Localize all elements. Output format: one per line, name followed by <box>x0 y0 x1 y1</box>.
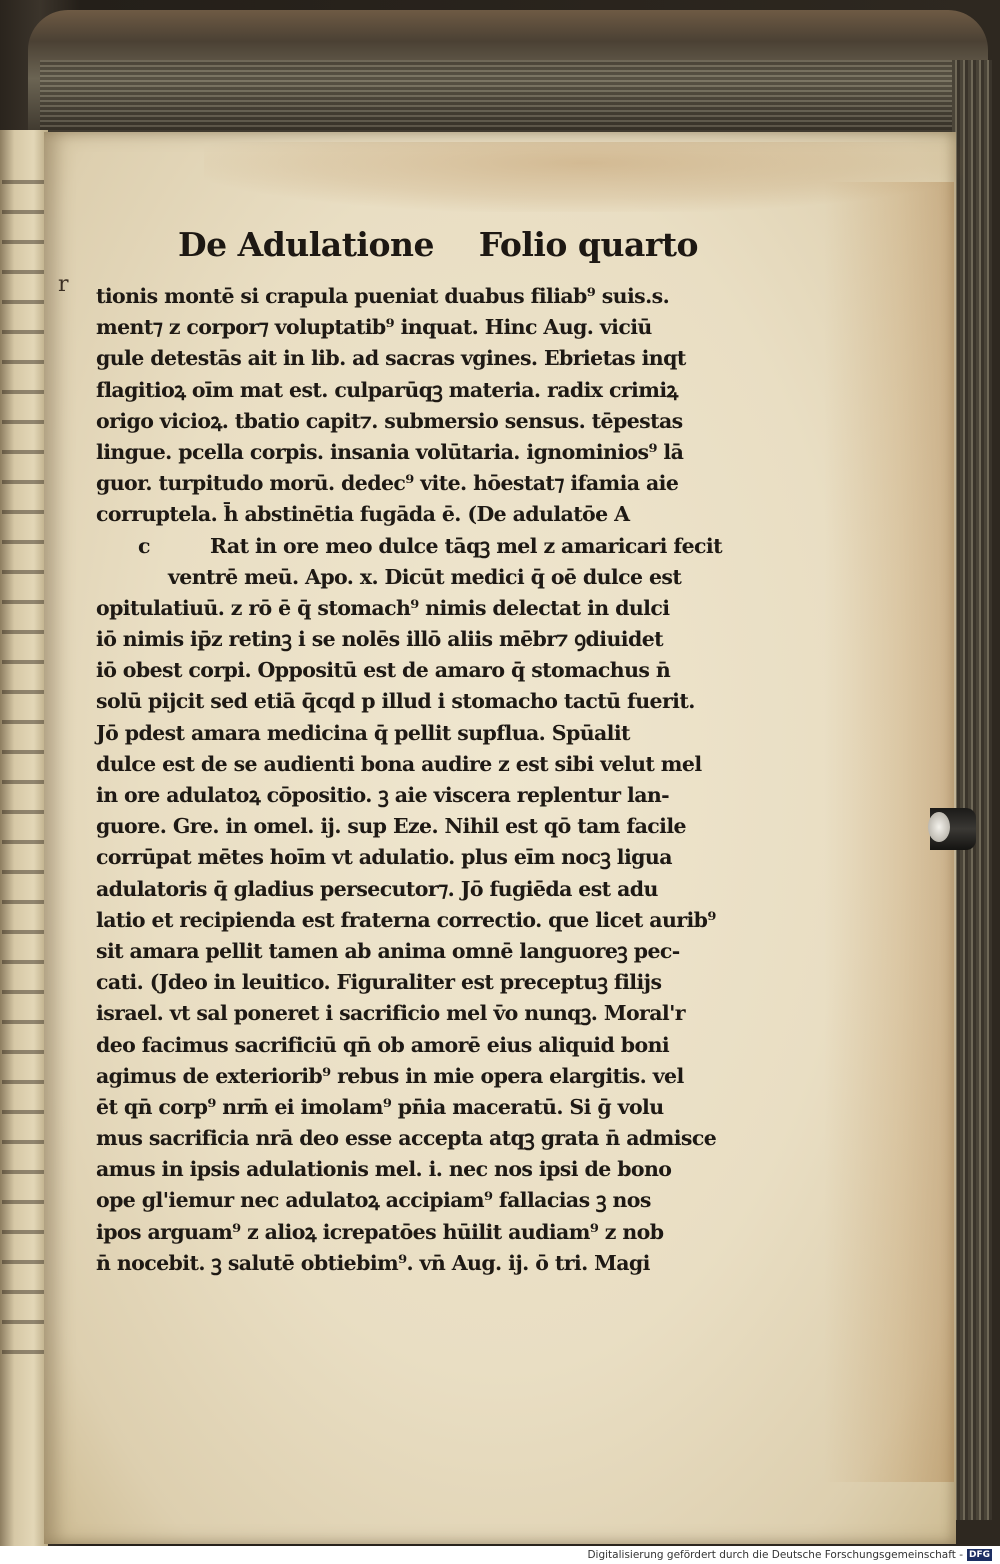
line-text: ēt qn̄ corp⁹ nrm̄ ei imolam⁹ pn̄ia maceratū. Si ḡ volu <box>96 1094 664 1119</box>
text-line <box>96 1185 796 1216</box>
text-line <box>96 842 796 873</box>
text-line <box>96 936 796 967</box>
line-text: tionis montē si crapula pueniat duabus filiab⁹ suis.s. <box>96 284 670 308</box>
line-text: guor. turpitudo morū. dedec⁹ vite. hōestat⁊ ifamia aie <box>96 471 679 496</box>
text-line <box>96 998 796 1029</box>
margin-mark: r <box>58 272 69 297</box>
line-text: lingue. pcella corpis. insania volūtaria. ignominios⁹ lā <box>96 439 684 464</box>
credit-text: Digitalisierung gefördert durch die Deutsche Forschungsgemeinschaft - <box>587 1549 963 1561</box>
text-line <box>96 1123 796 1154</box>
text-line <box>96 406 796 437</box>
line-text: flagitioꝝ oīm mat est. culparūqꝫ materia. radix crimiꝝ <box>96 377 678 402</box>
line-text: amus in ipsis adulationis mel. i. nec nos ipsi de bono <box>96 1157 672 1182</box>
line-text: adulatoris q̄ gladius persecutor⁊. Jō fugiēda est adu <box>96 876 658 901</box>
line-text: iō nimis ip̄z retinꝫ i se nolēs illō aliis mēbr⁊ ꝯdiuidet <box>96 627 664 652</box>
line-text: mus sacrificia nrā deo esse accepta atqꝫ grata n̄ admisce <box>96 1126 717 1151</box>
book-fore-edge <box>952 60 992 1520</box>
text-line <box>96 1217 796 1248</box>
text-line <box>96 874 796 905</box>
dfg-logo: DFG <box>968 1550 990 1560</box>
line-text: n̄ nocebit. ꝫ salutē obtiebim⁹. vn̄ Aug. ij. ō tri. Magi <box>96 1250 650 1275</box>
line-text: opitulatiuū. z rō ē q̄ stomach⁹ nimis delectat in dulci <box>96 595 670 620</box>
text-line <box>96 624 796 655</box>
text-line <box>96 562 796 593</box>
line-text: cati. (Jdeo in leuitico. Figuraliter est preceptuꝫ filijs <box>96 970 662 995</box>
header-title: De Adulatione <box>178 225 434 264</box>
line-text: Jō pdest amara medicina q̄ pellit supflua. Spūalit <box>96 720 630 745</box>
line-text: israel. vt sal poneret i sacrificio mel v̄o nunqꝫ. Moral'r <box>96 1001 685 1026</box>
digitization-credit <box>0 1546 1000 1564</box>
line-text: ipos arguam⁹ z alioꝝ icrepatōes hūilit audiam⁹ z nob <box>96 1219 664 1244</box>
line-text: deo facimus sacrificiū qn̄ ob amorē eius aliquid boni <box>96 1032 670 1057</box>
line-text: ment⁊ z corpor⁊ voluptatib⁹ inquat. Hinc Aug. viciū <box>96 315 652 340</box>
text-line <box>96 468 796 499</box>
text-line <box>96 343 796 374</box>
text-line <box>96 967 796 998</box>
text-line <box>96 593 796 624</box>
text-line <box>96 905 796 936</box>
text-line <box>96 1061 796 1092</box>
line-text: guore. Gre. in omel. ij. sup Eze. Nihil est qō tam facile <box>96 814 686 839</box>
running-header <box>178 225 698 275</box>
text-line <box>96 1030 796 1061</box>
line-text: corrūpat mētes hoīm vt adulatio. plus eīm nocꝫ ligua <box>96 845 672 870</box>
body-text <box>96 281 796 1279</box>
text-line <box>96 811 796 842</box>
text-line <box>96 718 796 749</box>
text-line <box>96 1248 796 1279</box>
text-line <box>96 686 796 717</box>
line-text: iō obest corpi. Oppositū est de amaro q̄ stomachus n̄ <box>96 658 671 683</box>
line-text: ope gl'iemur nec adulatoꝝ accipiam⁹ fallacias ꝫ nos <box>96 1188 651 1213</box>
text-line <box>96 375 796 406</box>
clip-highlight <box>928 812 950 842</box>
text-line <box>96 749 796 780</box>
text-line <box>96 281 796 312</box>
text-line <box>96 655 796 686</box>
text-line <box>96 312 796 343</box>
page-stack-lines <box>40 60 960 130</box>
line-text: Rat in ore meo dulce tāqꝫ mel z amaricari fecit <box>210 533 722 558</box>
line-text: ventrē meū. Apo. x. Dicūt medici q̄ oē dulce est <box>168 564 682 589</box>
line-text: latio et recipienda est fraterna correctio. que licet aurib⁹ <box>96 907 716 932</box>
line-text: gule detestās ait in lib. ad sacras vgines. Ebrietas inqt <box>96 346 686 371</box>
line-text: origo vicioꝝ. tbatio capit⁊. submersio sensus. tēpestas <box>96 408 683 433</box>
header-folio: Folio quarto <box>478 225 698 264</box>
line-text: solū pijcit sed etiā q̄cqd p illud i stomacho tactū fuerit. <box>96 689 695 714</box>
facing-page-text-fragments <box>2 160 46 1360</box>
text-line <box>96 780 796 811</box>
text-line <box>96 437 796 468</box>
text-line <box>96 1154 796 1185</box>
text-line <box>96 531 796 562</box>
line-text: agimus de exteriorib⁹ rebus in mie opera elargitis. vel <box>96 1063 684 1088</box>
margin-letter: c <box>138 533 150 558</box>
line-text: sit amara pellit tamen ab anima omnē languoreꝫ pec- <box>96 938 680 963</box>
line-text: in ore adulatoꝝ cōpositio. ꝫ aie viscera replentur lan- <box>96 783 670 807</box>
line-text: dulce est de se audienti bona audire z est sibi velut mel <box>96 751 702 776</box>
text-line <box>96 1092 796 1123</box>
text-line <box>96 499 796 530</box>
line-text: corruptela. h̄ abstinētia fugāda ē. (De adulatōe A <box>96 502 630 527</box>
